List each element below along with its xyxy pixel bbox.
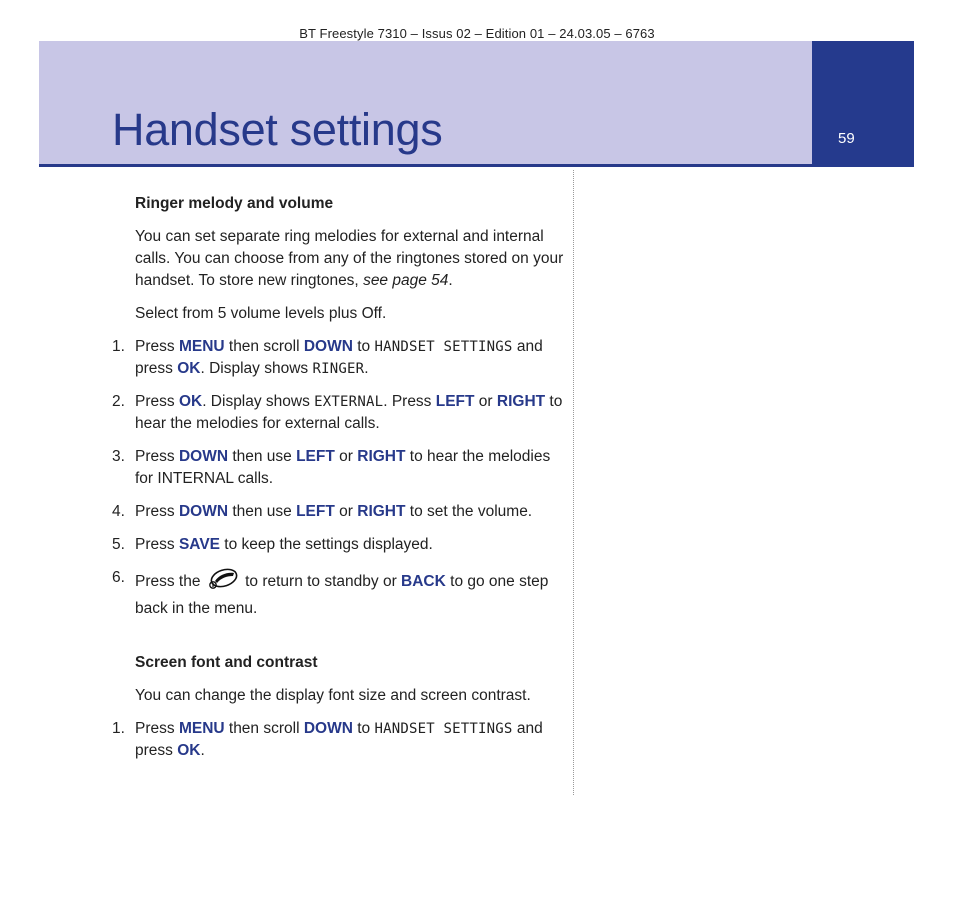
step-text: then scroll	[224, 720, 304, 737]
right-key: RIGHT	[357, 448, 406, 465]
ringer-section	[112, 193, 564, 620]
step-text: to return to standby or	[240, 573, 402, 590]
list-item	[112, 336, 564, 380]
step-text: Press	[135, 338, 179, 355]
list-item	[112, 567, 564, 620]
end-call-phone-icon	[207, 567, 239, 598]
main-column	[112, 193, 564, 773]
step-text: Press	[135, 393, 179, 410]
step-text: to	[352, 338, 375, 355]
step-text: .	[364, 360, 369, 377]
step-text: or	[334, 448, 358, 465]
step-text: .	[200, 742, 205, 759]
font-intro: You can change the display font size and screen contrast.	[135, 687, 531, 704]
left-key: LEFT	[296, 448, 335, 465]
page-number: 59	[838, 130, 855, 147]
document-header: BT Freestyle 7310 – Issus 02 – Edition 01 – 24.03.05 – 6763	[299, 26, 655, 41]
step-text: Press	[135, 720, 179, 737]
down-key: DOWN	[178, 503, 229, 520]
ringer-steps	[112, 336, 564, 620]
section-heading-ringer: Ringer melody and volume	[135, 195, 334, 212]
list-item	[112, 446, 564, 490]
right-key: RIGHT	[496, 393, 546, 410]
step-text: then scroll	[224, 338, 304, 355]
font-section	[112, 652, 564, 762]
page-title: Handset settings	[112, 104, 443, 155]
right-key: RIGHT	[357, 503, 406, 520]
display-text: RINGER	[312, 361, 365, 377]
back-key: BACK	[401, 573, 446, 590]
section-heading-font: Screen font and contrast	[135, 654, 318, 671]
ok-key: OK	[178, 393, 203, 410]
step-text: then use	[228, 503, 297, 520]
step-text: to hear the melodies for INTERNAL calls.	[135, 448, 551, 487]
list-item	[112, 718, 564, 762]
list-item	[112, 501, 564, 523]
left-key: LEFT	[435, 393, 475, 410]
menu-key: MENU	[178, 720, 225, 737]
title-rule	[39, 164, 839, 167]
ringer-intro-end: .	[448, 272, 453, 289]
step-text: Press	[135, 503, 179, 520]
ringer-intro-text: You can set separate ring melodies for external and internal calls. You can choose from any of the ringtones stored on your handset. To store new ringtones,	[135, 228, 564, 289]
step-number: 3.	[112, 448, 125, 465]
display-text: EXTERNAL	[314, 394, 384, 410]
step-text: or	[334, 503, 358, 520]
step-text: then use	[228, 448, 297, 465]
section-spacer	[112, 631, 564, 652]
menu-key: MENU	[178, 338, 225, 355]
down-key: DOWN	[178, 448, 229, 465]
page-tab	[812, 41, 914, 167]
display-text: HANDSET SETTINGS	[374, 721, 513, 737]
step-text: . Display shows	[200, 360, 313, 377]
list-item	[112, 534, 564, 556]
step-number: 4.	[112, 503, 125, 520]
volume-note: Select from 5 volume levels plus Off.	[135, 305, 387, 322]
step-text: and press	[135, 720, 543, 759]
ringer-intro	[135, 226, 564, 292]
font-steps	[112, 718, 564, 762]
step-text: Press	[135, 448, 179, 465]
step-text: to hear the melodies for external calls.	[135, 393, 563, 432]
left-key: LEFT	[296, 503, 335, 520]
step-text: Press	[135, 536, 179, 553]
step-number: 6.	[112, 569, 125, 586]
step-text: or	[474, 393, 497, 410]
save-key: SAVE	[178, 536, 220, 553]
step-text: to	[352, 720, 375, 737]
list-item	[112, 391, 564, 435]
step-text: Press the	[135, 573, 205, 590]
down-key: DOWN	[303, 338, 353, 355]
step-number: 1.	[112, 720, 125, 737]
page-reference: see page 54	[363, 272, 449, 289]
step-number: 1.	[112, 338, 125, 355]
step-text: to keep the settings displayed.	[220, 536, 433, 553]
display-text: HANDSET SETTINGS	[374, 339, 513, 355]
ok-key: OK	[177, 360, 201, 377]
down-key: DOWN	[303, 720, 353, 737]
column-divider	[573, 170, 574, 795]
step-text: . Display shows	[202, 393, 315, 410]
step-text: . Press	[383, 393, 436, 410]
ok-key: OK	[177, 742, 201, 759]
step-text: to go one step back in the menu.	[135, 573, 549, 617]
step-text: to set the volume.	[405, 503, 533, 520]
step-number: 2.	[112, 393, 125, 410]
step-number: 5.	[112, 536, 125, 553]
step-text: and press	[135, 338, 543, 377]
